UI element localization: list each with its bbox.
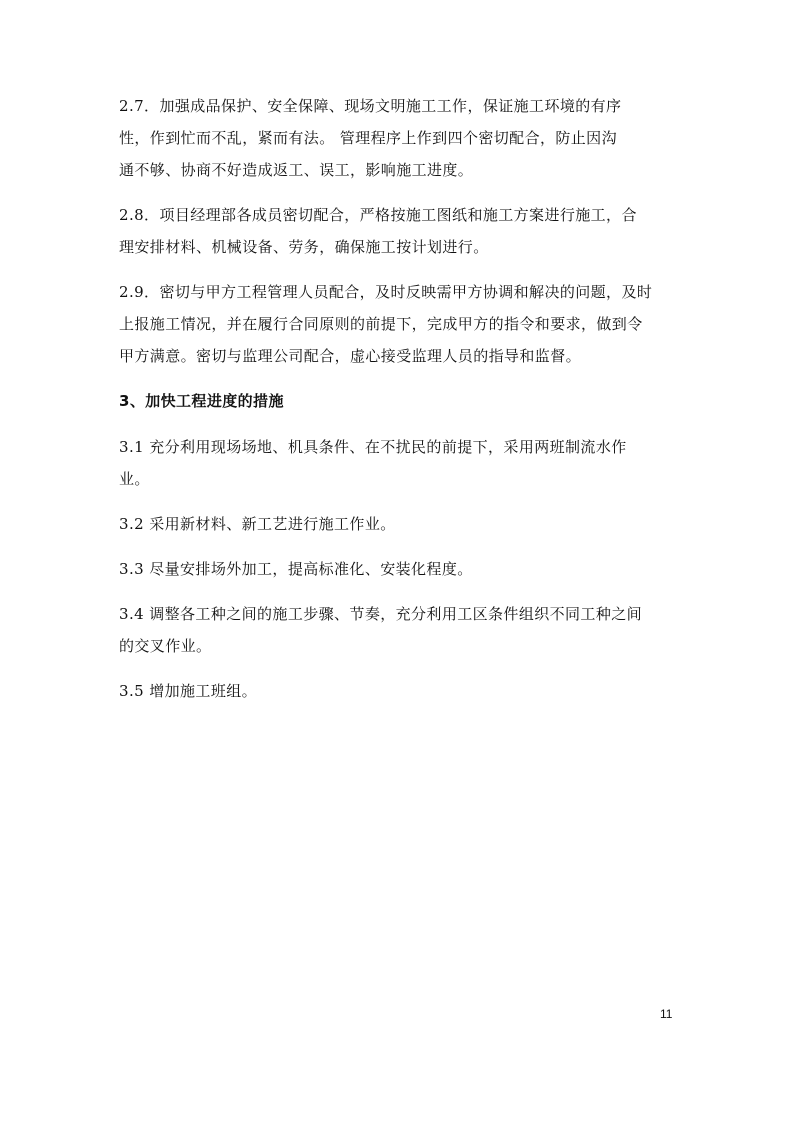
text-line: 甲方满意。密切与监理公司配合，虚心接受监理人员的指导和监督。 [119, 347, 582, 365]
text-line: 通不够、协商不好造成返工、误工，影响施工进度。 [119, 161, 474, 179]
text-line: 3.2 采用新材料、新工艺进行施工作业。 [119, 515, 396, 533]
text-line: 2.9．密切与甲方工程管理人员配合，及时反映需甲方协调和解决的问题，及时 [119, 283, 653, 301]
item-3-2 [119, 508, 679, 540]
item-3-5 [119, 675, 679, 707]
item-3-1 [119, 431, 679, 495]
text-line: 上报施工情况，并在履行合同原则的前提下，完成甲方的指令和要求，做到令 [119, 315, 643, 333]
text-line: 2.8．项目经理部各成员密切配合，严格按施工图纸和施工方案进行施工，合 [119, 206, 637, 224]
item-3-4 [119, 598, 679, 662]
text-line: 的交叉作业。 [119, 637, 212, 655]
text-line: 理安排材料、机械设备、劳务，确保施工按计划进行。 [119, 238, 489, 256]
item-3-3 [119, 553, 679, 585]
text-line: 性，作到忙而不乱，紧而有法。 管理程序上作到四个密切配合，防止因沟 [119, 129, 617, 147]
text-line: 2.7．加强成品保护、安全保障、现场文明施工工作，保证施工环境的有序 [119, 97, 622, 115]
text-line: 3.3 尽量安排场外加工，提高标准化、安装化程度。 [119, 560, 473, 578]
page-content [119, 90, 679, 720]
paragraph-2-9 [119, 276, 679, 372]
paragraph-2-7 [119, 90, 679, 186]
text-line: 3.4 调整各工种之间的施工步骤、节奏，充分利用工区条件组织不同工种之间 [119, 605, 643, 623]
paragraph-2-8 [119, 199, 679, 263]
page-number: 11 [660, 1007, 673, 1021]
text-line: 业。 [119, 470, 150, 488]
text-line: 3.1 充分利用现场场地、机具条件、在不扰民的前提下，采用两班制流水作 [119, 438, 627, 456]
text-line: 3.5 增加施工班组。 [119, 682, 258, 700]
section-heading: 3、加快工程进度的措施 [119, 392, 284, 410]
